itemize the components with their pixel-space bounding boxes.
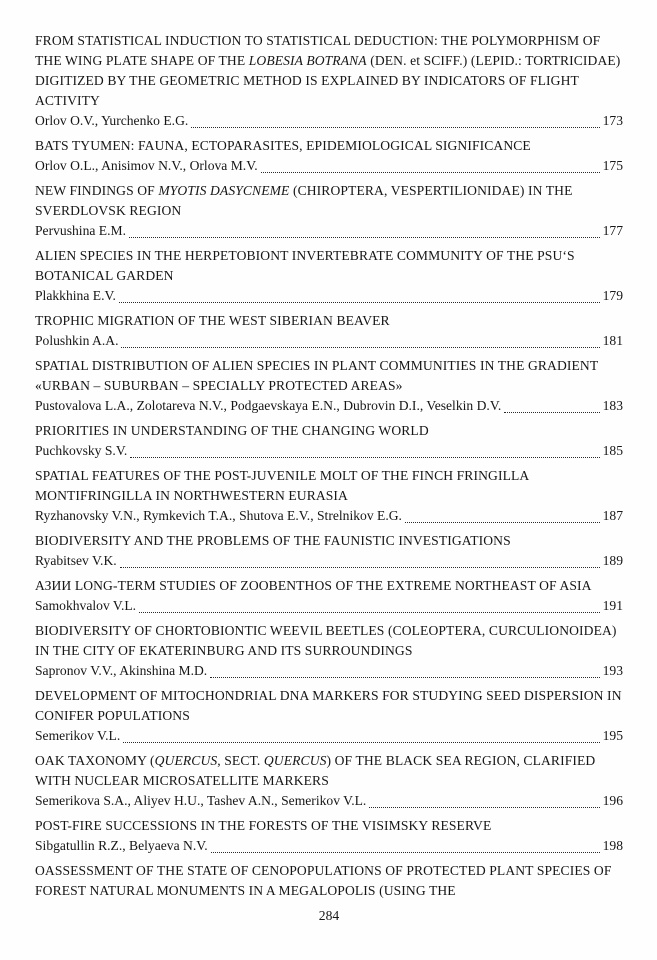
toc-entry bbox=[35, 621, 623, 681]
entry-title-segment: BIODIVERSITY OF CHORTOBIONTIC WEEVIL BEETLES (COLEOPTERA, CURCULIONOIDEA) IN THE CITY OF EKATERINBURG AND ITS SURROUNDINGS bbox=[35, 623, 617, 658]
entry-title-segment: TROPHIC MIGRATION OF THE WEST SIBERIAN BEAVER bbox=[35, 313, 390, 328]
entry-title bbox=[35, 751, 623, 791]
entry-title bbox=[35, 466, 623, 506]
entry-author-row bbox=[35, 661, 623, 681]
entry-title bbox=[35, 816, 623, 836]
entry-page-ref: 198 bbox=[602, 838, 623, 853]
entry-title-italic-segment: LOBESIA BOTRANA bbox=[248, 53, 367, 68]
entry-page-ref: 191 bbox=[602, 598, 623, 613]
entry-title-segment: (DEN. et SCIFF.) (LEPID.: TORTRICIDAE) DIGITIZED BY THE GEOMETRIC METHOD IS EXPLAINED BY INDICATORS OF FLIGHT ACTIVITY bbox=[35, 53, 621, 108]
toc-entry bbox=[35, 531, 623, 571]
entry-author-row bbox=[35, 221, 623, 241]
toc-entry bbox=[35, 816, 623, 856]
entry-authors: Semerikov V.L. bbox=[35, 728, 121, 743]
entry-title bbox=[35, 576, 623, 596]
toc-entry bbox=[35, 861, 623, 901]
entry-authors: Orlov O.V., Yurchenko E.G. bbox=[35, 113, 189, 128]
entry-authors: Samokhvalov V.L. bbox=[35, 598, 137, 613]
entry-authors: Sibgatullin R.Z., Belyaeva N.V. bbox=[35, 838, 208, 853]
entry-authors: Orlov O.L., Anisimov N.V., Orlova M.V. bbox=[35, 158, 258, 173]
toc-entry bbox=[35, 311, 623, 351]
entry-authors: Sapronov V.V., Akinshina M.D. bbox=[35, 663, 208, 678]
entry-title bbox=[35, 621, 623, 661]
entry-title bbox=[35, 136, 623, 156]
toc-list bbox=[35, 31, 623, 901]
dot-leader bbox=[211, 836, 600, 853]
entry-title bbox=[35, 861, 623, 901]
dot-leader bbox=[120, 551, 600, 568]
entry-title-segment: BATS TYUMEN: FAUNA, ECTOPARASITES, EPIDEMIOLOGICAL SIGNIFICANCE bbox=[35, 138, 531, 153]
entry-authors: Semerikova S.A., Aliyev H.U., Tashev A.N., Semerikov V.L. bbox=[35, 793, 367, 808]
entry-title-segment: BIODIVERSITY AND THE PROBLEMS OF THE FAUNISTIC INVESTIGATIONS bbox=[35, 533, 511, 548]
dot-leader bbox=[130, 441, 599, 458]
entry-authors: Puchkovsky S.V. bbox=[35, 443, 128, 458]
entry-page-ref: 185 bbox=[602, 443, 623, 458]
entry-title bbox=[35, 181, 623, 221]
page-number: 284 bbox=[318, 908, 340, 923]
entry-title-segment: , SECT. bbox=[217, 753, 264, 768]
dot-leader bbox=[405, 506, 600, 523]
entry-title bbox=[35, 311, 623, 331]
entry-authors: Pervushina E.M. bbox=[35, 223, 126, 238]
entry-title-segment: ALIEN SPECIES IN THE HERPETOBIONT INVERTEBRATE COMMUNITY OF THE PSU‘S BOTANICAL GARDEN bbox=[35, 248, 575, 283]
entry-author-row bbox=[35, 331, 623, 351]
entry-page-ref: 195 bbox=[602, 728, 623, 743]
toc-entry bbox=[35, 421, 623, 461]
entry-page-ref: 187 bbox=[602, 508, 623, 523]
toc-entry bbox=[35, 246, 623, 306]
entry-page-ref: 193 bbox=[602, 663, 623, 678]
entry-page-ref: 181 bbox=[602, 333, 623, 348]
entry-authors: Ryzhanovsky V.N., Rymkevich T.A., Shutova E.V., Strelnikov E.G. bbox=[35, 508, 402, 523]
entry-authors: Ryabitsev V.K. bbox=[35, 553, 117, 568]
entry-title-segment: ) OF THE BLACK SEA REGION, CLARIFIED WITH NUCLEAR MICROSATELLITE MARKERS bbox=[35, 753, 596, 788]
dot-leader bbox=[369, 791, 599, 808]
toc-entry bbox=[35, 136, 623, 176]
entry-author-row bbox=[35, 506, 623, 526]
entry-page-ref: 177 bbox=[602, 223, 623, 238]
entry-title bbox=[35, 686, 623, 726]
toc-entry bbox=[35, 356, 623, 416]
entry-page-ref: 179 bbox=[602, 288, 623, 303]
entry-title-segment: FROM STATISTICAL INDUCTION TO STATISTICAL DEDUCTION: THE POLYMORPHISM OF THE WING PLATE SHAPE OF THE bbox=[35, 33, 601, 68]
entry-title-segment: DEVELOPMENT OF MITOCHONDRIAL DNA MARKERS FOR STUDYING SEED DISPERSION IN CONIFER POPULATIONS bbox=[35, 688, 622, 723]
entry-title bbox=[35, 31, 623, 111]
entry-title-segment: SPATIAL DISTRIBUTION OF ALIEN SPECIES IN PLANT COMMUNITIES IN THE GRADIENT «URBAN – SUBURBAN – SPECIALLY PROTECTED AREAS» bbox=[35, 358, 598, 393]
entry-title-italic-segment: MYOTIS DASYCNEME bbox=[158, 183, 290, 198]
entry-author-row bbox=[35, 726, 623, 746]
entry-title-segment: (CHIROPTERA, VESPERTILIONIDAE) IN THE SVERDLOVSK REGION bbox=[35, 183, 573, 218]
dot-leader bbox=[261, 156, 600, 173]
dot-leader bbox=[504, 396, 599, 413]
dot-leader bbox=[123, 726, 599, 743]
entry-author-row bbox=[35, 286, 623, 306]
toc-entry bbox=[35, 466, 623, 526]
entry-title-segment: POST-FIRE SUCCESSIONS IN THE FORESTS OF THE VISIMSKY RESERVE bbox=[35, 818, 492, 833]
entry-author-row bbox=[35, 551, 623, 571]
entry-authors: Polushkin A.A. bbox=[35, 333, 119, 348]
entry-title bbox=[35, 421, 623, 441]
entry-title bbox=[35, 356, 623, 396]
entry-authors: Pustovalova L.A., Zolotareva N.V., Podgaevskaya E.N., Dubrovin D.I., Veselkin D.V. bbox=[35, 398, 502, 413]
entry-title-italic-segment: QUERCUS bbox=[154, 753, 218, 768]
entry-author-row bbox=[35, 791, 623, 811]
entry-author-row bbox=[35, 836, 623, 856]
entry-author-row bbox=[35, 111, 623, 131]
entry-title bbox=[35, 531, 623, 551]
dot-leader bbox=[210, 661, 599, 678]
dot-leader bbox=[119, 286, 600, 303]
toc-entry bbox=[35, 31, 623, 131]
entry-title-segment: OASSESSMENT OF THE STATE OF CENOPOPULATIONS OF PROTECTED PLANT SPECIES OF FOREST NATURAL MONUMENTS IN A MEGALOPOLIS (USING THE bbox=[35, 863, 612, 898]
entry-title-italic-segment: QUERCUS bbox=[263, 753, 327, 768]
entry-author-row bbox=[35, 396, 623, 416]
toc-entry bbox=[35, 686, 623, 746]
entry-title-segment: NEW FINDINGS OF bbox=[35, 183, 159, 198]
entry-page-ref: 196 bbox=[602, 793, 623, 808]
entry-title-segment: SPATIAL FEATURES OF THE POST-JUVENILE MOLT OF THE FINCH FRINGILLA MONTIFRINGILLA IN NORTHWESTERN EURASIA bbox=[35, 468, 529, 503]
entry-title bbox=[35, 246, 623, 286]
dot-leader bbox=[139, 596, 600, 613]
entry-page-ref: 189 bbox=[602, 553, 623, 568]
dot-leader bbox=[129, 221, 600, 238]
entry-title-segment: OAK TAXONOMY ( bbox=[35, 753, 155, 768]
dot-leader bbox=[121, 331, 599, 348]
entry-title-segment: АЗИИ LONG-TERM STUDIES OF ZOOBENTHOS OF THE EXTREME NORTHEAST OF ASIA bbox=[35, 578, 592, 593]
entry-author-row bbox=[35, 596, 623, 616]
dot-leader bbox=[191, 111, 599, 128]
entry-page-ref: 173 bbox=[602, 113, 623, 128]
toc-entry bbox=[35, 181, 623, 241]
entry-author-row bbox=[35, 156, 623, 176]
entry-title-segment: PRIORITIES IN UNDERSTANDING OF THE CHANGING WORLD bbox=[35, 423, 429, 438]
entry-page-ref: 175 bbox=[602, 158, 623, 173]
toc-entry bbox=[35, 751, 623, 811]
entry-authors: Plakkhina E.V. bbox=[35, 288, 116, 303]
toc-entry bbox=[35, 576, 623, 616]
entry-page-ref: 183 bbox=[602, 398, 623, 413]
entry-author-row bbox=[35, 441, 623, 461]
